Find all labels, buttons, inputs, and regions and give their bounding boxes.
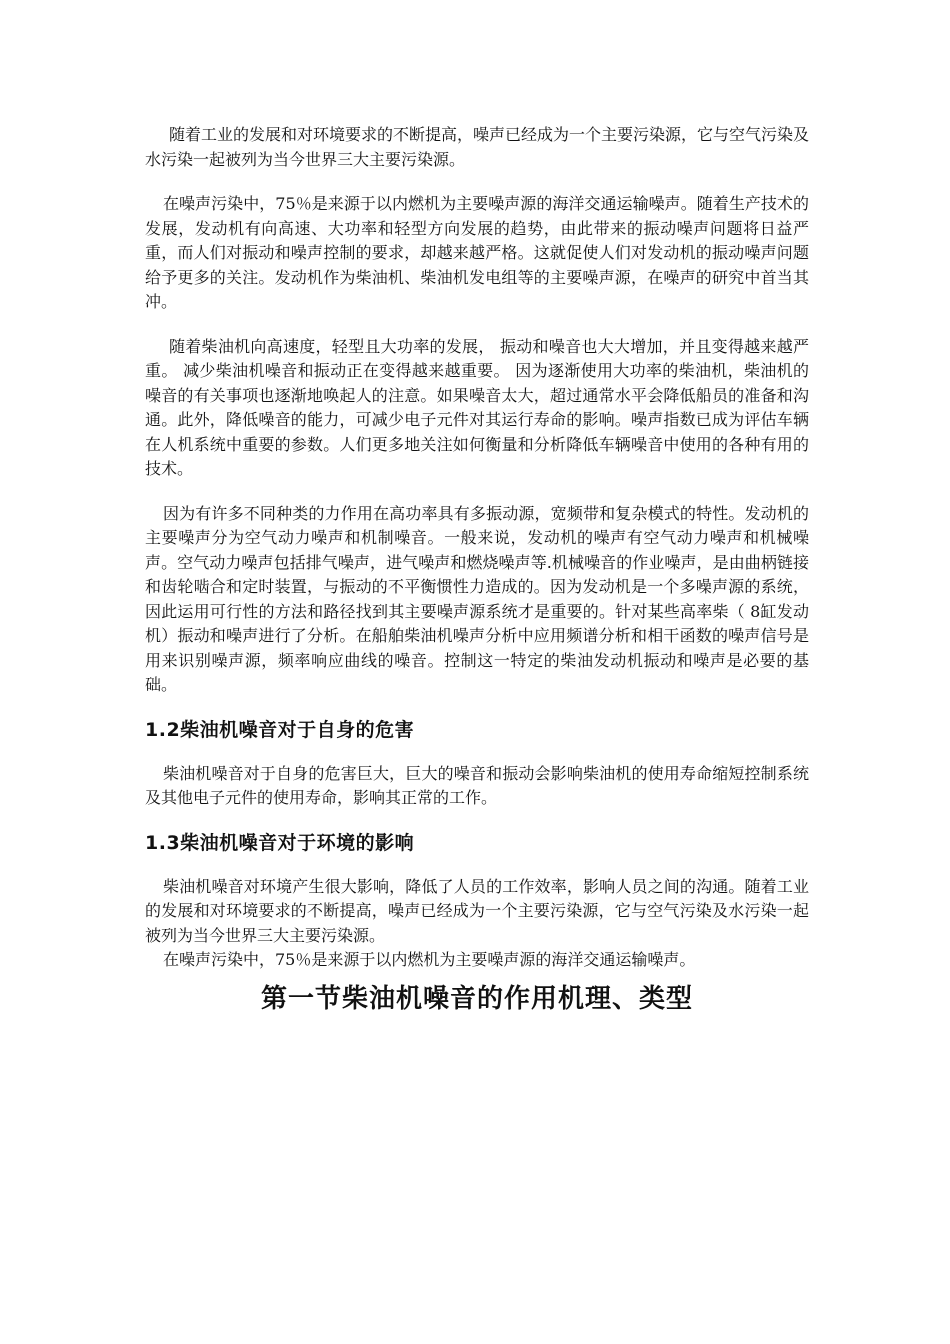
paragraph-intro: 随着工业的发展和对环境要求的不断提高，噪声已经成为一个主要污染源，它与空气污染及水污染一起被列为当今世界三大主要污染源。 [145, 125, 810, 169]
paragraph-environment-impact: 柴油机噪音对环境产生很大影响，降低了人员的工作效率，影响人员之间的沟通。随着工业的发展和对环境要求的不断提高，噪声已经成为一个主要污染源，它与空气污染及水污染一起被列为当今世界三大主要污染源。 [145, 876, 809, 945]
spacer [145, 698, 809, 716]
spacer [145, 857, 809, 875]
chapter-heading: 第一节柴油机噪音的作用机理、类型 [260, 983, 693, 1014]
paragraph-self-harm: 柴油机噪音对于自身的危害巨大，巨大的噪音和振动会影响柴油机的使用寿命缩短控制系统及其他电子元件的使用寿命，影响其正常的工作。 [145, 763, 809, 807]
paragraph-diesel-development: 随着柴油机向高速度，轻型且大功率的发展， 振动和噪音也大大增加，并且变得越来越严重。 减少柴油机噪音和振动正在变得越来越重要。 因为逐渐使用大功率的柴油机，柴油机的噪音的有关事项也逐渐地唤起人的注意。如果噪音太大，超过通常水平会降低船员的准备和沟通。此外，降低噪音的能力，可减少电子元件对其运行寿命的影响。噪声指数已成为评估车辆在人机系统中重要的参数。人们更多地关注如何衡量和分析降低车辆噪音中使用的各种有用的技术。 [145, 336, 809, 478]
spacer [145, 811, 809, 829]
spacer [145, 172, 809, 192]
section-heading-1-2: 1.2柴油机噪音对于自身的危害 [145, 718, 415, 741]
document-body [145, 123, 809, 1019]
section-heading-1-3: 1.3柴油机噪音对于环境的影响 [145, 831, 415, 854]
spacer [145, 744, 809, 762]
paragraph-noise-pollution: 在噪声污染中，75％是来源于以内燃机为主要噪声源的海洋交通运输噪声。随着生产技术的发展，发动机有向高速、大功率和轻型方向发展的趋势，由此带来的振动噪声问题将日益严重，而人们对振动和噪声控制的要求，却越来越严格。这就促使人们对发动机的振动噪声问题给予更多的关注。发动机作为柴油机、柴油机发电组等的主要噪声源，在噪声的研究中首当其冲。 [145, 194, 809, 311]
spacer [145, 315, 809, 335]
paragraph-noise-sources: 因为有许多不同种类的力作用在高功率具有多振动源，宽频带和复杂模式的特性。发动机的主要噪声分为空气动力噪声和机制噪音。一般来说，发动机的噪声有空气动力噪声和机械噪声。空气动力噪声包括排气噪声，进气噪声和燃烧噪声等.机械噪音的作业噪声，是由曲柄链接和齿轮啮合和定时装置，与振动的不平衡惯性力造成的。因为发动机是一个多噪声源的系统，因此运用可行性的方法和路径找到其主要噪声源系统才是重要的。针对某些高率柴（ 8缸发动机）振动和噪声进行了分析。在船舶柴油机噪声分析中应用频谱分析和相干函数的噪声信号是用来识别噪声源，频率响应曲线的噪音。控制这一特定的柴油发动机振动和噪声是必要的基础。 [145, 503, 809, 694]
spacer [145, 482, 809, 502]
paragraph-marine-noise: 在噪声污染中，75％是来源于以内燃机为主要噪声源的海洋交通运输噪声。 [163, 950, 696, 969]
